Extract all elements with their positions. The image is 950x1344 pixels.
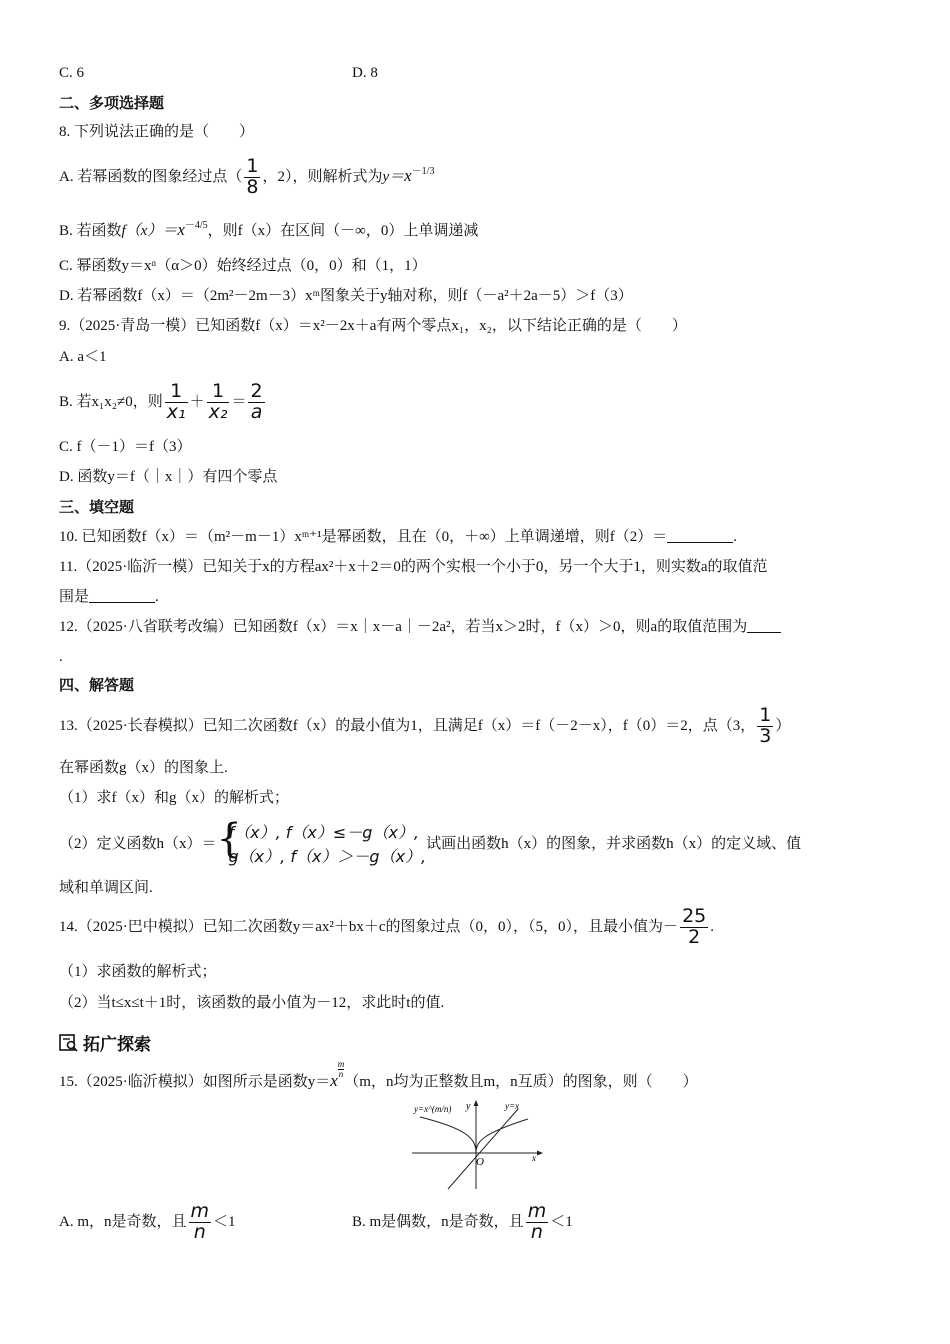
q14-period: . <box>710 919 714 935</box>
q11-period: . <box>155 589 159 605</box>
q8-option-a <box>59 152 435 199</box>
power-function-graph <box>410 1097 545 1192</box>
q13-2-text: （2）定义函数h（x）＝ <box>59 836 217 852</box>
fraction-m-n-b: $\frac{m}{n}$ <box>527 1200 547 1244</box>
q9-stem: 9.（2025·青岛一模）已知函数f（x）＝x²－2x＋a有两个零点x₁，x₂，以下结论正确的是（ ） <box>59 318 687 334</box>
q8a-text: A. 若幂函数的图象经过点（ <box>59 169 243 185</box>
x-axis-label: x <box>532 1153 536 1163</box>
q10-period: . <box>733 529 738 545</box>
fraction-1-8: $\frac{1}{8}$ <box>246 155 259 199</box>
q8a-x: x <box>404 166 412 185</box>
q8a-text-2: ，2），则解析式为 <box>262 169 383 185</box>
fraction-25-2: $\frac{25}{2}$ <box>682 905 707 949</box>
q12-text: 12.（2025·八省联考改编）已知函数f（x）＝x｜x－a｜－2a²，若当x＞2时，f（x）＞0，则a的取值范围为 <box>59 619 748 635</box>
q14-text: 14.（2025·巴中模拟）已知二次函数y＝ax²＋bx＋c的图象过点（0，0），（5，0），且最小值为－ <box>59 919 679 935</box>
q11-text: 围是 <box>59 589 90 605</box>
q8a-y: y＝ <box>382 169 405 185</box>
q8-stem: 8. 下列说法正确的是（ ） <box>59 124 255 140</box>
q10-text: 10. 已知函数f（x）＝（m²－m－1）xᵐ⁺¹是幂函数，且在（0，＋∞）上单调递增，则f（2）＝ <box>59 529 668 545</box>
q15-text: 15.（2025·临沂模拟）如图所示是函数y＝ <box>59 1074 331 1090</box>
piecewise-row-2: g（x）, f（x）＞－g（x）, <box>228 846 427 866</box>
q13-text: 13.（2025·长春模拟）已知二次函数f（x）的最小值为1，且满足f（x）＝f（－2－x），f（0）＝2，点（3， <box>59 718 756 734</box>
q11-stem-cont <box>59 587 159 607</box>
q13-part-1: （1）求f（x）和g（x）的解析式； <box>59 790 289 806</box>
q8b-exponent: －4/5 <box>184 220 208 231</box>
fraction-1-x1: $\frac{1}{\text{x₁}}$ <box>166 380 186 424</box>
q14-part-2: （2）当t≤x≤t＋1时，该函数的最小值为－12，求此时t的值. <box>59 995 445 1011</box>
q8-option-b <box>59 216 478 241</box>
q12-period: . <box>59 649 63 665</box>
q15-option-a <box>59 1200 236 1244</box>
q8a-exponent: －1/3 <box>411 166 435 177</box>
fraction-1-3: $\frac{1}{3}$ <box>759 704 772 748</box>
q12-stem <box>59 617 781 637</box>
q11-stem: 11.（2025·临沂一模）已知关于x的方程ax²＋x＋2＝0的两个实根一个小于0，另一个大于1，则实数a的取值范 <box>59 559 768 575</box>
q15-text-2: （m，n均为正整数且m，n互质）的图象，则（ ） <box>344 1074 698 1090</box>
q7-option-c: C. 6 <box>59 65 85 81</box>
section-heading-fill-blank: 三、填空题 <box>59 498 135 516</box>
q8b-fx: f（x）＝ <box>121 223 178 239</box>
q9b-equal: ＝ <box>231 394 247 410</box>
q13-part-2-cont: 域和单调区间. <box>59 880 153 896</box>
q14-stem <box>59 904 714 950</box>
q9b-text: B. 若x₁x₂≠0，则 <box>59 394 163 410</box>
x-axis-arrow-icon <box>537 1151 543 1156</box>
section-heading-solutions: 四、解答题 <box>59 676 135 694</box>
fraction-2-a: $\frac{2}{a}$ <box>250 380 263 424</box>
origin-label: O <box>476 1156 484 1168</box>
q14-part-1: （1）求函数的解析式； <box>59 964 217 980</box>
line-y-equals-x <box>448 1109 518 1189</box>
y-axis-arrow-icon <box>474 1100 479 1106</box>
q9-option-d: D. 函数y＝f（｜x｜）有四个零点 <box>59 469 278 485</box>
q12-answer-blank <box>747 618 781 633</box>
q13-stem <box>59 704 790 748</box>
q9-option-b <box>59 380 267 424</box>
q15-exponent: $\frac{m}{n}$ <box>337 1059 345 1079</box>
q15b-text-2: ＜1 <box>550 1214 573 1230</box>
q8b-text-2: ，则f（x）在区间（－∞，0）上单调递减 <box>207 223 479 239</box>
q15a-text: A. m，n是奇数，且 <box>59 1214 187 1230</box>
section-heading-multi-choice: 二、多项选择题 <box>59 94 165 112</box>
search-doc-icon <box>59 1034 79 1052</box>
q10-answer-blank <box>667 528 733 543</box>
q15b-text: B. m是偶数，n是奇数，且 <box>352 1214 524 1230</box>
q9b-plus: ＋ <box>189 394 205 410</box>
brace-icon: { <box>216 815 242 862</box>
fraction-1-x2: $\frac{1}{\text{x₂}}$ <box>208 380 228 424</box>
curve-left-branch <box>420 1117 476 1153</box>
q7-option-d: D. 8 <box>352 65 378 81</box>
q15-option-b <box>352 1200 573 1244</box>
curve-label: y=x^(m/n) <box>414 1104 452 1114</box>
q13-part-2 <box>59 815 802 870</box>
fraction-m-n-a: $\frac{m}{n}$ <box>190 1200 210 1244</box>
q9-option-c: C. f（－1）＝f（3） <box>59 439 192 455</box>
q13-close-paren: ） <box>775 718 791 734</box>
q15-stem <box>59 1060 698 1090</box>
q15-x: x <box>330 1071 338 1090</box>
q15a-text-2: ＜1 <box>213 1214 236 1230</box>
q8b-text: B. 若函数 <box>59 223 122 239</box>
q13-stem-cont: 在幂函数g（x）的图象上. <box>59 760 228 776</box>
y-axis-label: y <box>466 1101 471 1112</box>
explore-banner <box>59 1030 151 1055</box>
q13-2-text-2: 试画出函数h（x）的图象，并求函数h（x）的定义域、值 <box>426 836 802 852</box>
piecewise-row-1: f（x）, f（x）≤－g（x）, <box>228 822 420 842</box>
line-label: y=x <box>505 1101 520 1111</box>
q8-option-c: C. 幂函数y＝xᵅ（α＞0）始终经过点（0，0）和（1，1） <box>59 258 427 274</box>
q8b-x: x <box>177 220 185 239</box>
q9-option-a: A. a＜1 <box>59 349 107 365</box>
piecewise-definition <box>216 815 427 869</box>
q10-stem <box>59 527 737 547</box>
banner-title: 拓广探索 <box>83 1035 151 1055</box>
q11-answer-blank <box>89 588 155 603</box>
q8-option-d: D. 若幂函数f（x）＝（2m²－2m－3）xᵐ图象关于y轴对称，则f（－a²＋2a－5）＞f（3） <box>59 288 633 304</box>
